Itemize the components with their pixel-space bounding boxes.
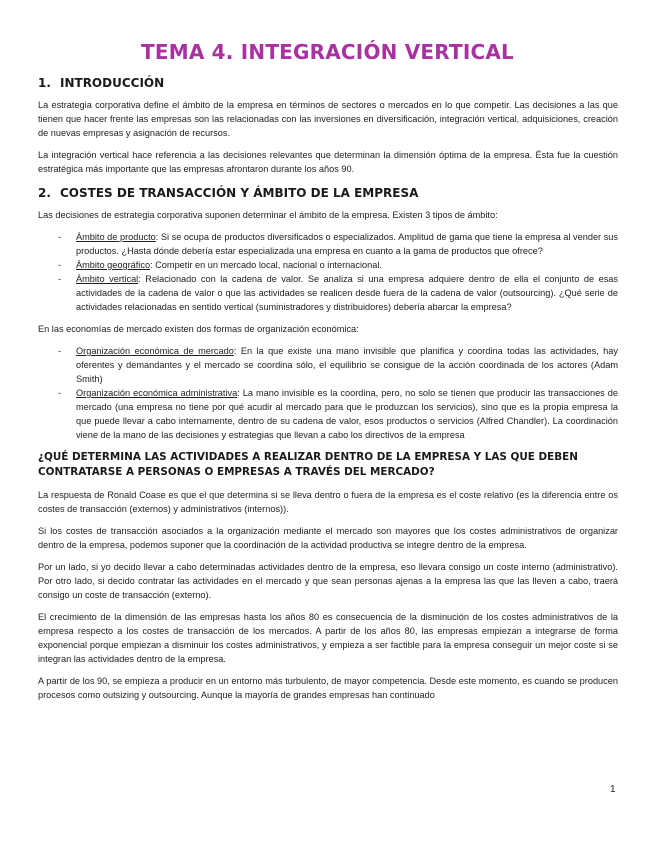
page-number: 1 (610, 784, 616, 795)
list-term: Ámbito geográfico (76, 260, 151, 270)
list-item: - Organización económica de mercado: En la que existe una mano invisible que planifica y coordina todas las actividades, hay oferentes y demandantes y el mercado se coordina sólo, el equilibrio se consigue de la acción coordinada de los actores (Adam Smith) (58, 346, 618, 384)
question-heading: ¿QUÉ DETERMINA LAS ACTIVIDADES A REALIZAR DENTRO DE LA EMPRESA Y LAS QUE DEBEN CONTRATARSE A PERSONAS O EMPRESAS A TRAVÉS DEL MERCADO? (38, 451, 578, 478)
paragraph: La respuesta de Ronald Coase es que el que determina si se lleva dentro o fuera de la empresa es el coste relativo (es la diferencia entre os costes de transacción (externos) y administrativos (internos)). (38, 490, 618, 514)
section-title: COSTES DE TRANSACCIÓN Y ÁMBITO DE LA EMPRESA (60, 186, 419, 200)
section-number: 2. (38, 186, 51, 200)
list-term: Ámbito vertical (76, 274, 139, 284)
paragraph: Si los costes de transacción asociados a la organización mediante el mercado son mayores que los costes administrativos de organizar dentro de la empresa, podemos suponer que la coordinación de la actividad productiva se integre dentro de la empresa. (38, 526, 618, 550)
document-title: TEMA 4. INTEGRACIÓN VERTICAL (141, 40, 514, 64)
paragraph: Las decisiones de estrategia corporativa suponen determinar el ámbito de la empresa. Existen 3 tipos de ámbito: (38, 210, 498, 220)
scope-list (38, 230, 618, 314)
section-heading-costes (38, 186, 618, 200)
paragraph: El crecimiento de la dimensión de las empresas hasta los años 80 es consecuencia de la disminución de los costes administrativos de la empresa respecto a los costes de transacción de los mercados. A partir de los años 80, las empresas empiezan a integrarse de forma exponencial porque empiezan a disminuir los costes administrativos, y empieza a ser factible para la empresa conseguir un mejor coste si se integran las actividades dentro de la empresa. (38, 612, 618, 664)
paragraph: En las economías de mercado existen dos formas de organización económica: (38, 324, 359, 334)
list-term: Organización económica administrativa (76, 388, 238, 398)
section-number: 1. (38, 76, 51, 90)
paragraph: La estrategia corporativa define el ámbito de la empresa en términos de sectores o mercados en lo que competir. Las decisiones a las que tienen que hacer frente las empresas son las relacionadas con las inversiones en diversificación, integración vertical, adquisiciones, creación de nuevas empresas y asignación de recursos. (38, 100, 618, 138)
list-text: : Si se ocupa de productos diversificados o especializados. Amplitud de gama que tiene la empresa al vender sus productos. ¿Hasta dónde debería estar especializada una empresa en cuanto a la gama de productos que ofrece? (76, 232, 618, 256)
paragraph: A partir de los 90, se empieza a producir en un entorno más turbulento, de mayor competencia. Desde este momento, es cuando se producen procesos como outsizing y outsourcing. Aunque la mayoría de grandes empresas han continuado (38, 676, 618, 700)
list-term: Ámbito de producto (76, 232, 156, 242)
paragraph: Por un lado, si yo decido llevar a cabo determinadas actividades dentro de la empresa, eso llevara consigo un coste interno (administrativo). Por otro lado, si decido contratar las actividades en el mercado y que sean personas ajenas a la empresa las que las lleven a cabo, traerá consigo un coste de transacción (externo). (38, 562, 618, 600)
list-item: - Organización económica administrativa: La mano invisible es la coordina, pero, no solo se tienen que producir las transacciones de mercado (una empresa no tiene por qué acudir al mercado para que le produzcan los servicios), sino que es la propia empresa la que puede llevar a cabo internamente, dentro de su cadena de valor, esos productos o servicios (Alfred Chandler). La coordinación viene de la mano de las decisiones y estrategias que llevan a cabo los directivos de la empresa (58, 388, 618, 440)
list-term: Organización económica de mercado (76, 346, 234, 356)
organization-forms-list (38, 344, 618, 442)
document-body (38, 76, 618, 710)
list-item: - Ámbito de producto: Si se ocupa de productos diversificados o especializados. Amplitud de gama que tiene la empresa al vender sus productos. ¿Hasta dónde debería estar especializada una empresa en cuanto a la gama de productos que ofrece? (58, 232, 618, 256)
section-title: INTRODUCCIÓN (60, 76, 165, 90)
list-text: : Competir en un mercado local, nacional o internacional. (150, 260, 382, 270)
section-heading-introduccion (38, 76, 618, 90)
list-text: : En la que existe una mano invisible que planifica y coordina todas las actividades, hay oferentes y demandantes y el mercado se coordina sólo, el equilibrio se consigue de la acción coordinada de los actores (Adam Smith) (76, 346, 618, 384)
list-item: - Ámbito vertical: Relacionado con la cadena de valor. Se analiza si una empresa adquiere dentro de ella el conjunto de esas actividades de la cadena de valor o que las actividades se realicen desde fuera de la cadena de valor (outsourcing). ¿Qué serie de actividades relacionadas en sentido vertical (suministradores y distribuidores) debería abarcar la empresa? (58, 274, 619, 312)
list-text: : La mano invisible es la coordina, pero, no solo se tienen que producir las transacciones de mercado (una empresa no tiene por qué acudir al mercado para que le produzcan los servicios), sino que es la propia empresa la que puede llevar a cabo internamente, dentro de su cadena de valor, esos productos o servicios (Alfred Chandler). La coordinación viene de la mano de las decisiones y estrategias que llevan a cabo los directivos de la empresa (76, 388, 618, 440)
list-text: : Relacionado con la cadena de valor. Se analiza si una empresa adquiere dentro de ella el conjunto de esas actividades de la cadena de valor o que las actividades se realicen desde fuera de la cadena de valor (outsourcing). ¿Qué serie de actividades relacionadas en sentido vertical (suministradores y distribuidores) debería abarcar la empresa? (76, 274, 619, 312)
paragraph: La integración vertical hace referencia a las decisiones relevantes que determinan la dimensión óptima de la empresa. Ésta fue la cuestión estratégica más importante que las empresas afrontaron durante los años 90. (38, 150, 618, 174)
list-item: - Ámbito geográfico: Competir en un mercado local, nacional o internacional. (58, 260, 382, 270)
